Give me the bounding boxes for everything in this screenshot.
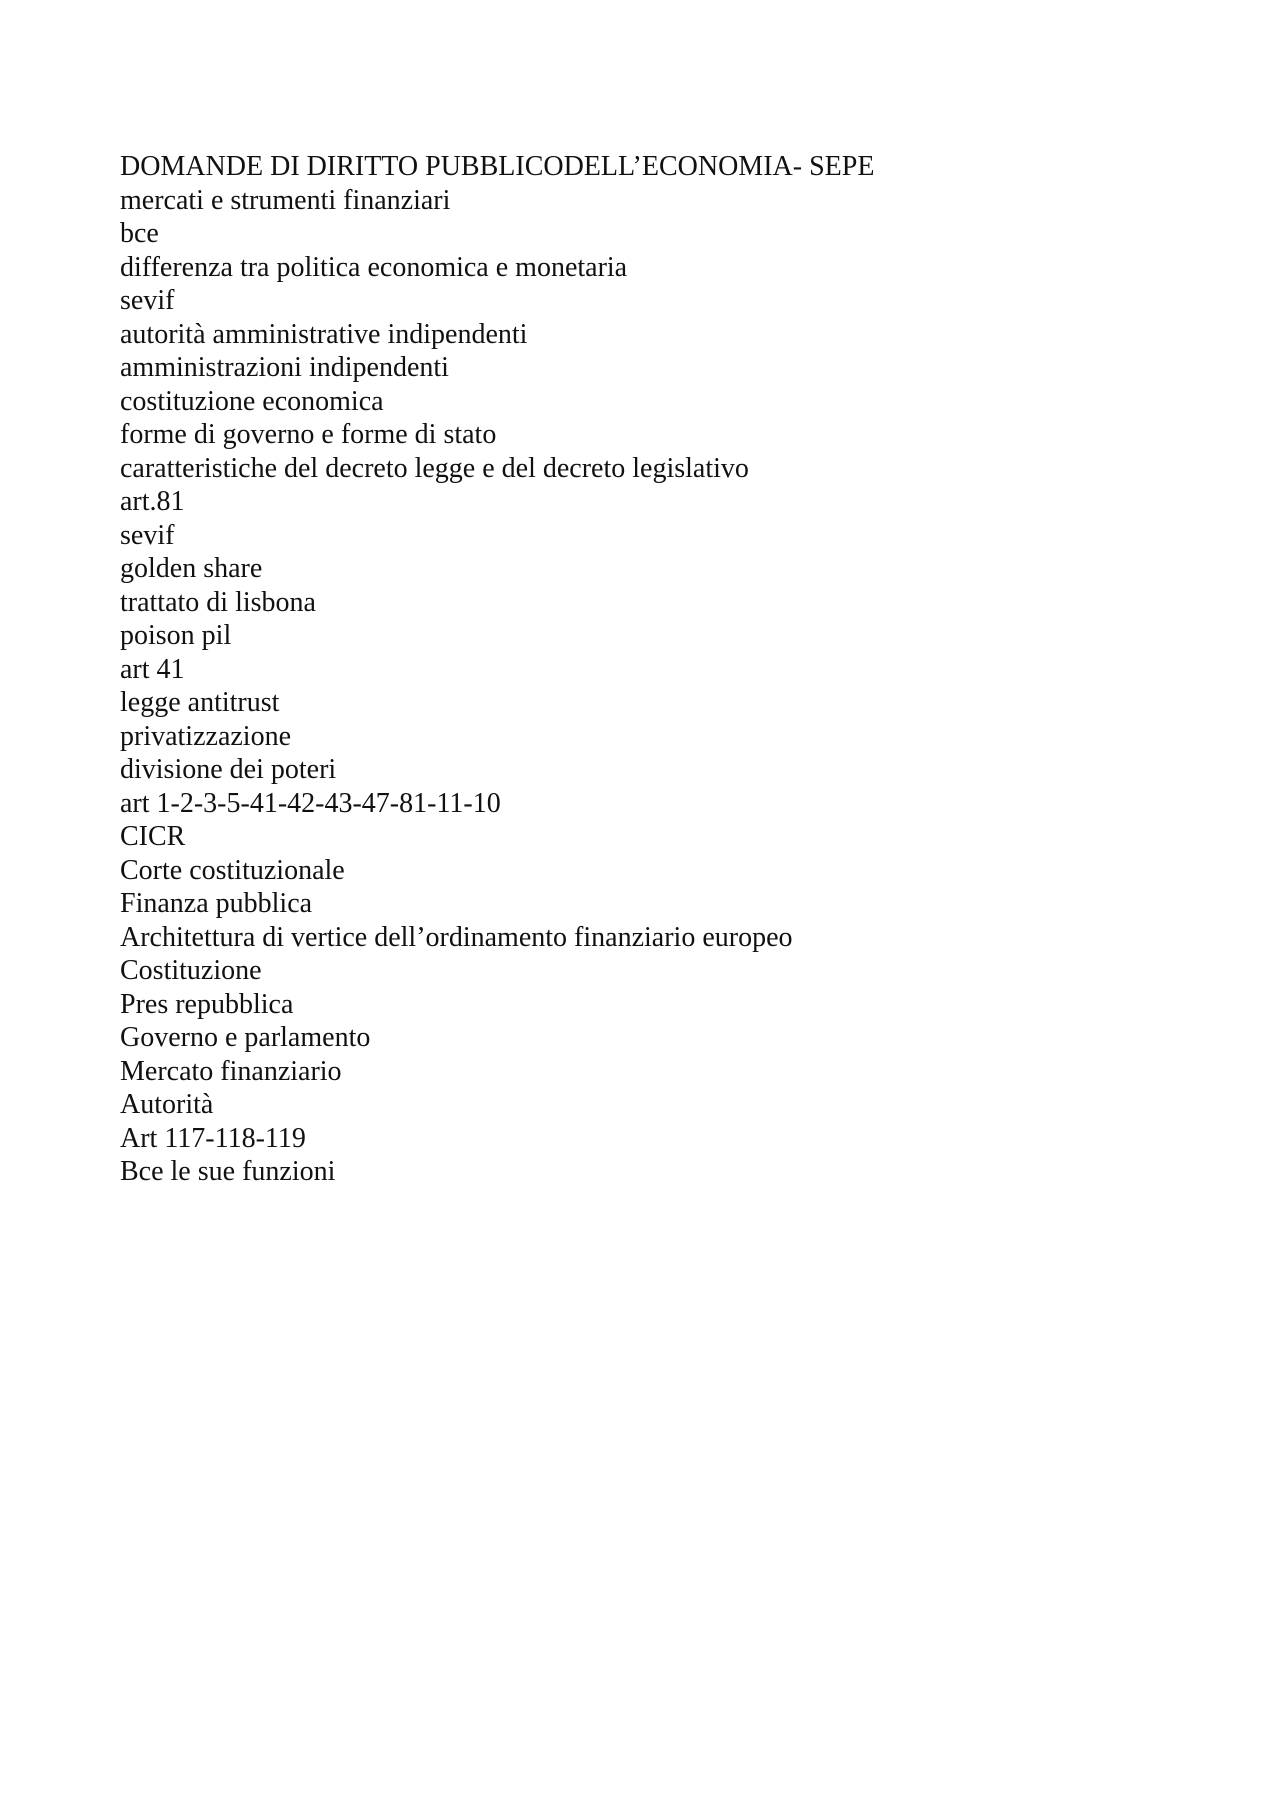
question-item: mercati e strumenti finanziari <box>120 184 451 216</box>
question-item: Art 117-118-119 <box>120 1122 306 1154</box>
question-item: differenza tra politica economica e monetaria <box>120 251 628 283</box>
question-item: poison pil <box>120 620 232 651</box>
question-item: Mercato finanziario <box>120 1055 342 1087</box>
question-item: amministrazioni indipendenti <box>120 352 449 383</box>
question-item: golden share <box>120 553 263 584</box>
document-content <box>120 150 1160 1189</box>
question-item: Finanza pubblica <box>120 888 313 919</box>
question-item: art 1-2-3-5-41-42-43-47-81-11-10 <box>120 787 501 819</box>
document-title: DOMANDE DI DIRITTO PUBBLICODELL’ECONOMIA- SEPE <box>120 151 875 182</box>
question-item: Autorità <box>120 1089 214 1120</box>
question-item: Governo e parlamento <box>120 1022 371 1053</box>
question-item: sevif <box>120 519 175 551</box>
question-item: privatizzazione <box>120 720 292 752</box>
question-item: trattato di lisbona <box>120 586 316 618</box>
question-item: CICR <box>120 821 186 852</box>
question-item: art 41 <box>120 653 185 685</box>
question-item: forme di governo e forme di stato <box>120 419 497 450</box>
question-item: legge antitrust <box>120 687 280 718</box>
question-item: costituzione economica <box>120 385 384 417</box>
question-item: art.81 <box>120 486 185 517</box>
question-item: Pres repubblica <box>120 988 294 1020</box>
question-item: autorità amministrative indipendenti <box>120 318 528 350</box>
question-item: divisione dei poteri <box>120 754 337 785</box>
question-item: Bce le sue funzioni <box>120 1156 336 1187</box>
question-item: caratteristiche del decreto legge e del decreto legislativo <box>120 452 749 484</box>
question-item: Corte costituzionale <box>120 854 345 886</box>
question-item: Costituzione <box>120 955 262 986</box>
question-item: Architettura di vertice dell’ordinamento finanziario europeo <box>120 921 793 953</box>
question-item: bce <box>120 218 159 249</box>
question-list <box>120 184 1160 1189</box>
question-item: sevif <box>120 285 175 316</box>
